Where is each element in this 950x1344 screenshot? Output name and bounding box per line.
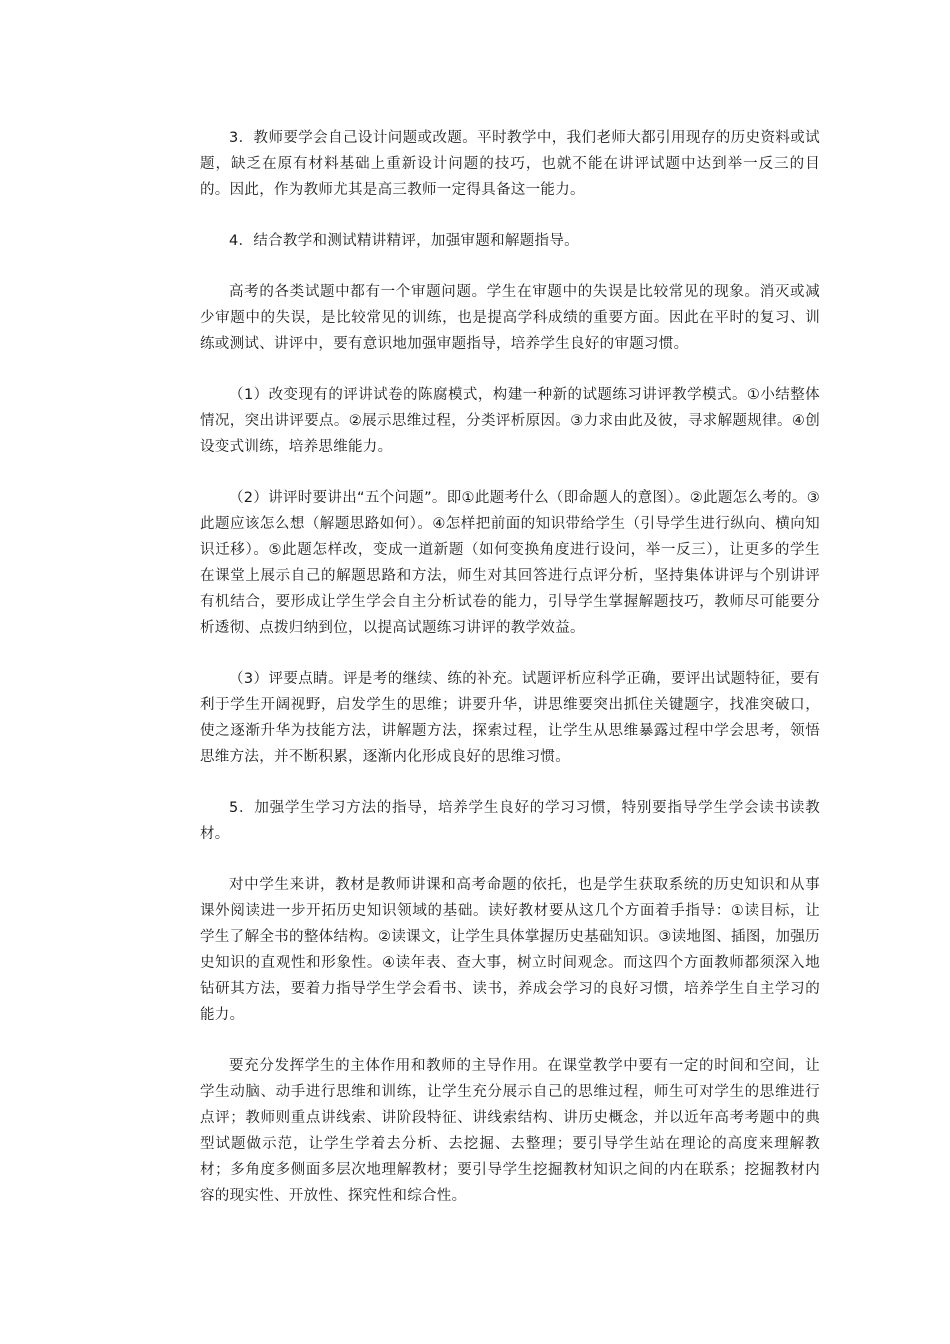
paragraph-subitem-1: （1）改变现有的评讲试卷的陈腐模式，构建一种新的试题练习讲评教学模式。①小结整体情况，突出讲评要点。②展示思维过程，分类评析原因。③力求由此及彼，寻求解题规律。④创设变式训练，培养思维能力。 [200, 387, 820, 455]
paragraph-textbook-reading: 对中学生来讲，教材是教师讲课和高考命题的依托，也是学生获取系统的历史知识和从事课外阅读进一步开拓历史知识领域的基础。读好教材要从这几个方面着手指导：①读目标，让学生了解全书的整体结构。②读课文，让学生具体掌握历史基础知识。③读地图、插图，加强历史知识的直观性和形象性。④读年表、查大事，树立时间观念。而这四个方面教师都须深入地钻研其方法，要着力指导学生学会看书、读书，养成会学习的良好习惯，培养学生自主学习的能力。 [200, 877, 820, 1023]
paragraph-item-5-heading: 5．加强学生学习方法的指导，培养学生良好的学习习惯，特别要指导学生学会读书读教材。 [200, 800, 820, 842]
paragraph-subitem-3: （3）评要点睛。评是考的继续、练的补充。试题评析应科学正确，要评出试题特征，要有利于学生开阔视野，启发学生的思维；讲要升华，讲思维要突出抓住关键题字，找准突破口，使之逐渐升华为技能方法，讲解题方法，探索过程，让学生从思维暴露过程中学会思考，领悟思维方法，并不断积累，逐渐内化形成良好的思维习惯。 [200, 671, 820, 765]
document-body [200, 125, 820, 1234]
paragraph-item-4-heading: 4．结合教学和测试精讲精评，加强审题和解题指导。 [229, 233, 579, 249]
paragraph-subitem-2: （2）讲评时要讲出“五个问题”。即①此题考什么（即命题人的意图）。②此题怎么考的。③此题应该怎么想（解题思路如何）。④怎样把前面的知识带给学生（引导学生进行纵向、横向知识迁移）。⑤此题怎样改，变成一道新题（如何变换角度进行设问，举一反三），让更多的学生在课堂上展示自己的解题思路和方法，师生对其回答进行点评分析，坚持集体讲评与个别讲评有机结合，要形成让学生学会自主分析试卷的能力，引导学生掌握解题技巧，教师尽可能要分析透彻、点拨归纳到位，以提高试题练习讲评的教学效益。 [200, 490, 820, 636]
paragraph-item-3-heading: 3．教师要学会自己设计问题或改题。平时教学中，我们老师大都引用现存的历史资料或试题，缺乏在原有材料基础上重新设计问题的技巧，也就不能在讲评试题中达到举一反三的目的。因此，作为教师尤其是高三教师一定得具备这一能力。 [200, 130, 820, 198]
paragraph-student-role: 要充分发挥学生的主体作用和教师的主导作用。在课堂教学中要有一定的时间和空间，让学生动脑、动手进行思维和训练，让学生充分展示自己的思维过程，师生可对学生的思维进行点评；教师则重点讲线索、讲阶段特征、讲线索结构、讲历史概念，并以近年高考考题中的典型试题做示范，让学生学着去分析、去挖掘、去整理；要引导学生站在理论的高度来理解教材；多角度多侧面多层次地理解教材；要引导学生挖掘教材知识之间的内在联系；挖掘教材内容的现实性、开放性、探究性和综合性。 [200, 1058, 820, 1204]
paragraph-exam-review: 高考的各类试题中都有一个审题问题。学生在审题中的失误是比较常见的现象。消灭或减少审题中的失误，是比较常见的训练，也是提高学科成绩的重要方面。因此在平时的复习、训练或测试、讲评中，要有意识地加强审题指导，培养学生良好的审题习惯。 [200, 284, 820, 352]
